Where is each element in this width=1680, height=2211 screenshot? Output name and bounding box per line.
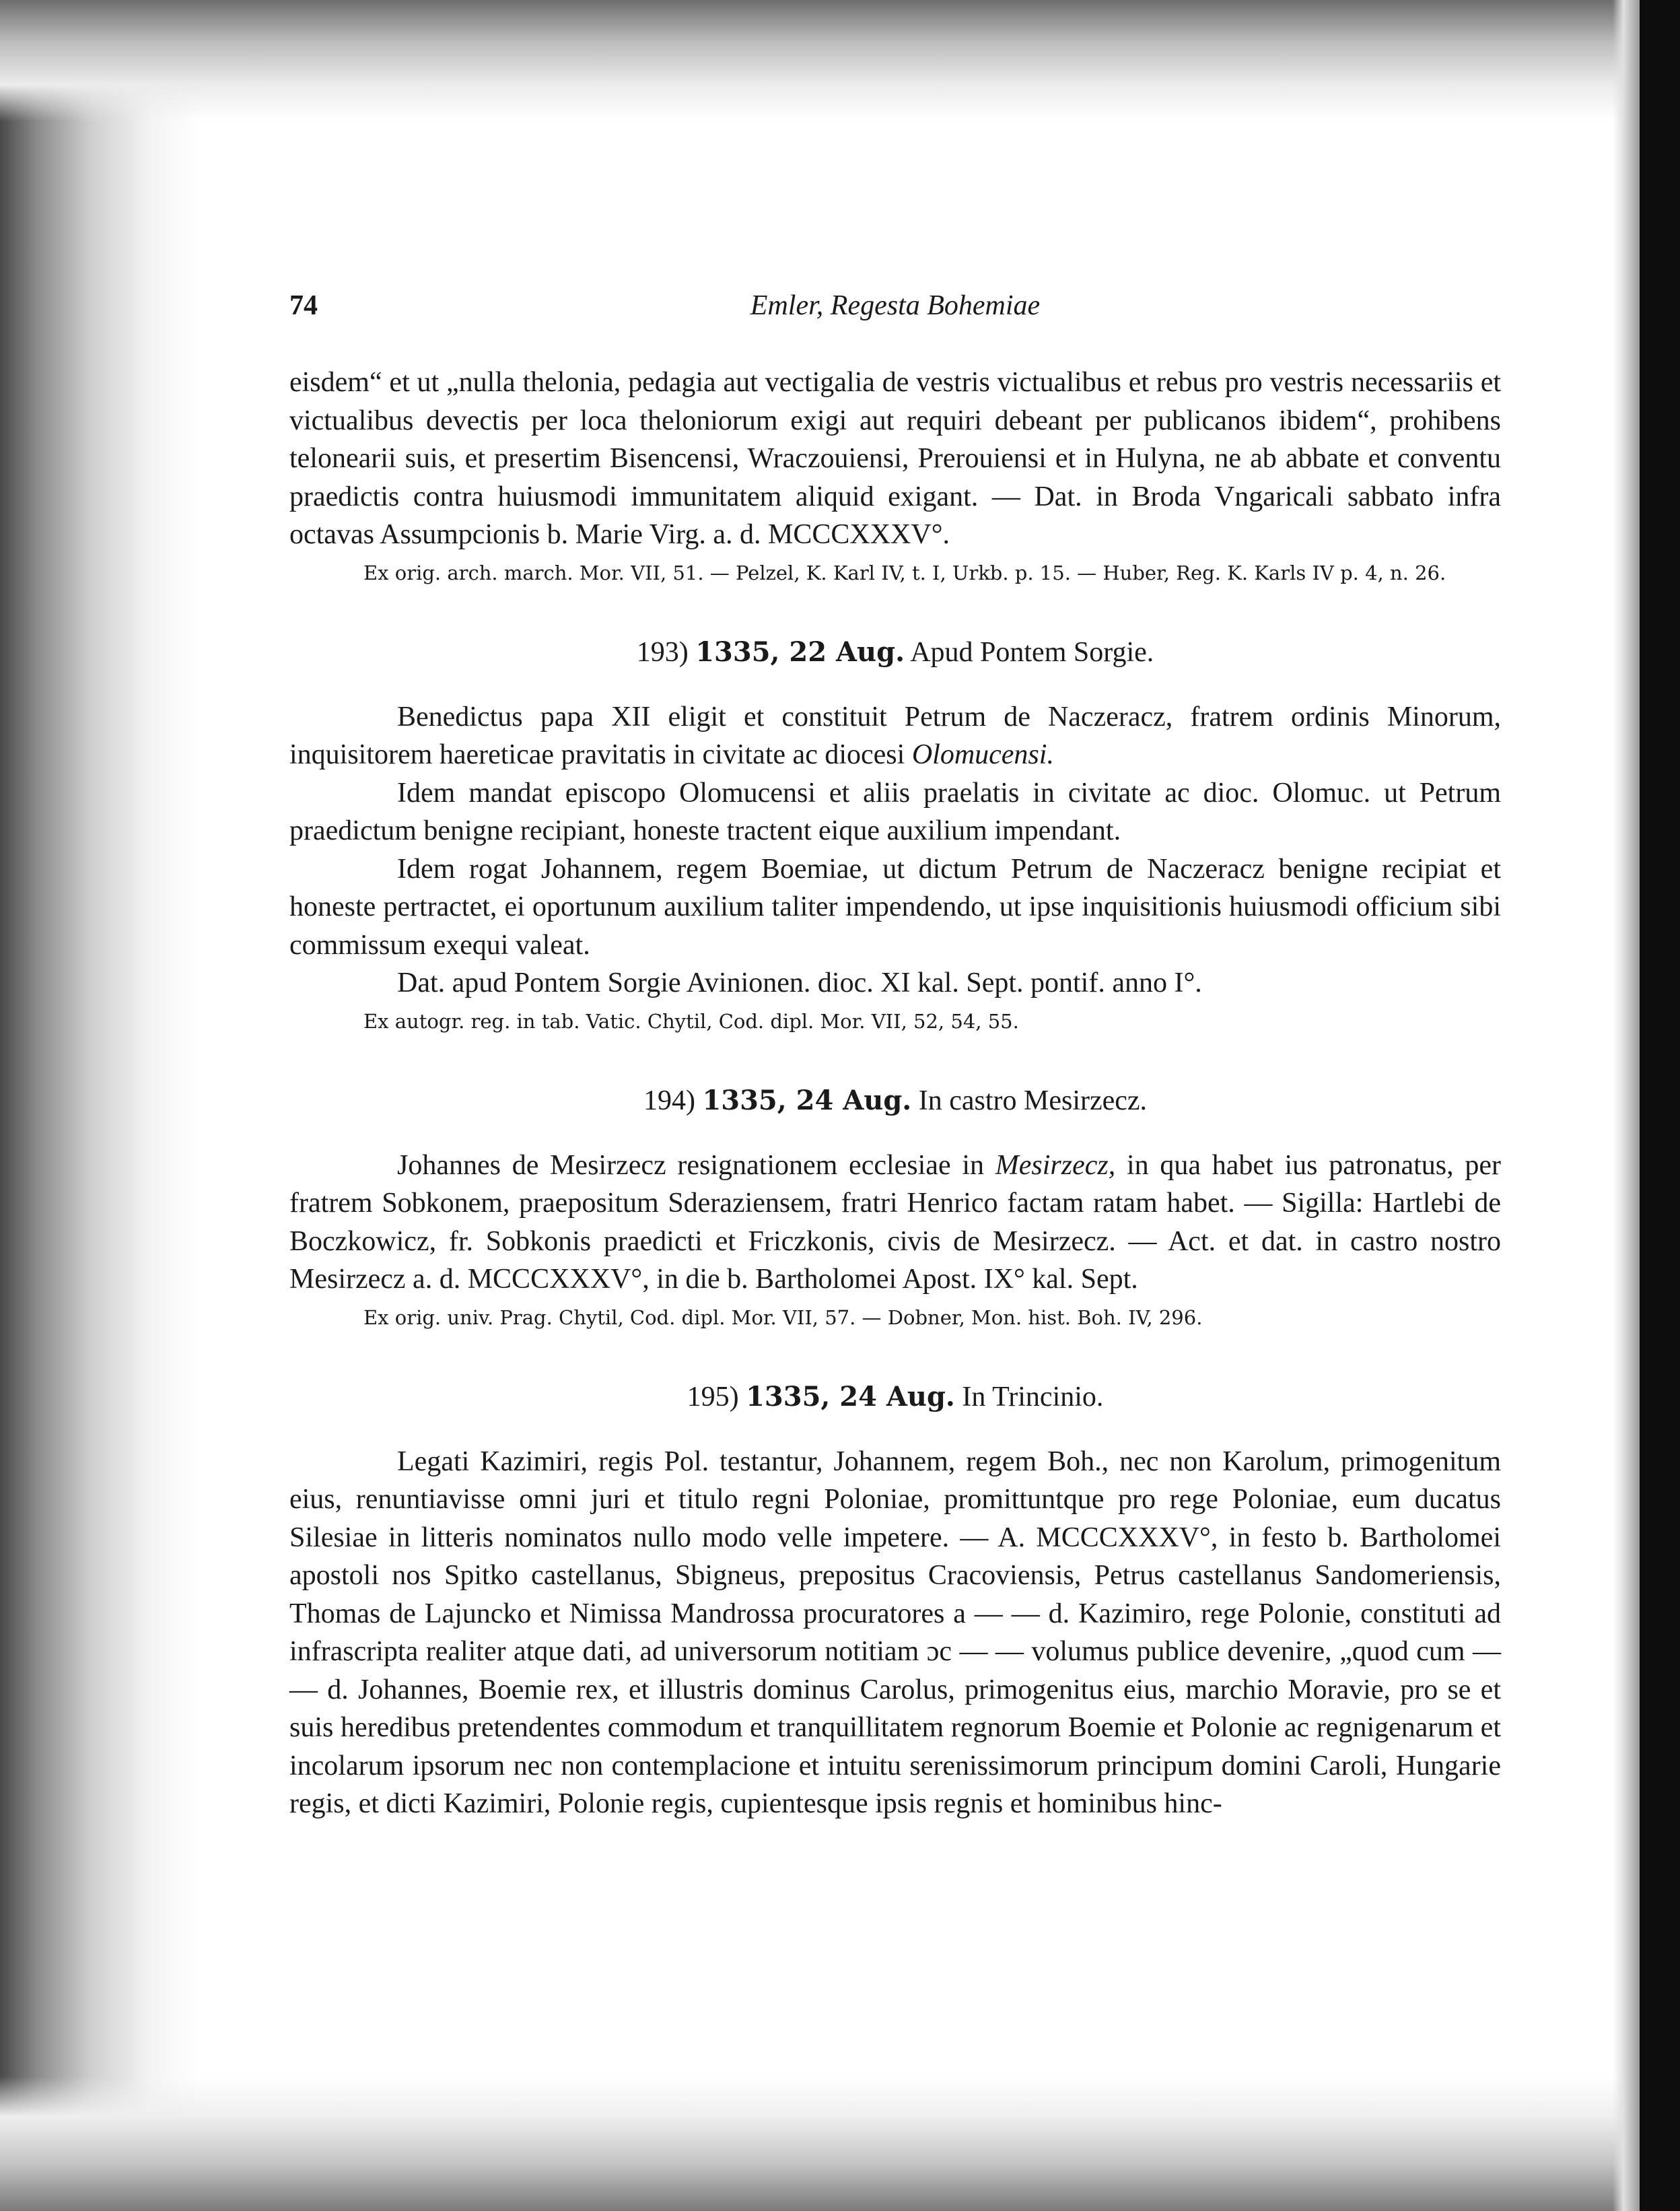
entry-heading-194: [289, 1082, 1501, 1120]
scan-shadow-left: [0, 0, 202, 2211]
entry-place: In castro Mesirzecz.: [918, 1085, 1148, 1116]
entry-number: 193): [636, 636, 689, 668]
scan-shadow-top: [0, 0, 1680, 121]
entry-place: In Trincinio.: [962, 1381, 1104, 1413]
entry-paragraph: Idem rogat Johannem, regem Boemiae, ut dictum Petrum de Naczeracz benigne recipiat et honeste pertractet, ei oportunum auxilium taliter impendendo, ut ipse inquisitionis huiusmodi officium sibi commissum exequi valeat.: [289, 853, 1501, 961]
scan-shadow-right: [1613, 0, 1640, 2211]
continuation-source: Ex orig. arch. march. Mor. VII, 51. — Pelzel, K. Karl IV, t. I, Urkb. p. 15. — Huber, Reg. K. Karls IV p. 4, n. 26.: [363, 561, 1446, 584]
entry-paragraph: [289, 1147, 1501, 1299]
entry-heading-195: [289, 1378, 1501, 1416]
entry-number: 194): [643, 1085, 695, 1116]
running-head: [289, 276, 1501, 323]
page-content: [289, 276, 1501, 1823]
entry-paragraph: Idem mandat episcopo Olomucensi et aliis praelatis in civitate ac dioc. Olomuc. ut Petrum praedictum benigne recipiant, honeste tractent eique auxilium impendant.: [289, 777, 1501, 846]
entry-paragraph: [289, 698, 1501, 774]
entry-date: 1335, 24 Aug.: [746, 1380, 955, 1413]
entry-text-italic: Mesirzecz,: [995, 1149, 1116, 1181]
entry-paragraph: Dat. apud Pontem Sorgie Avinionen. dioc. XI kal. Sept. pontif. anno I°.: [397, 967, 1202, 998]
entry-place: Apud Pontem Sorgie.: [910, 636, 1154, 668]
page-number: 74: [289, 290, 318, 321]
entry-source: Ex orig. univ. Prag. Chytil, Cod. dipl. Mor. VII, 57. — Dobner, Mon. hist. Boh. IV, 296.: [363, 1305, 1203, 1329]
running-title: Emler, Regesta Bohemiae: [750, 290, 1041, 321]
entry-source: Ex autogr. reg. in tab. Vatic. Chytil, Cod. dipl. Mor. VII, 52, 54, 55.: [363, 1009, 1019, 1033]
entry-date: 1335, 24 Aug.: [702, 1084, 912, 1116]
continuation-text: eisdem“ et ut „nulla thelonia, pedagia aut vectigalia de vestris victualibus et rebus pro vestris necessariis et victualibus devectis per loca theloniorum exigi aut requiri debeant per publicanos ibidem“, prohibens telonearii suis, et presertim Bisencensi, Wraczouiensi, Prerouiensi et in Hulyna, ne ab abbate et conventu praedictis contra huiusmodi immunitatem aliquid exigant. — Dat. in Broda Vngaricali sabbato infra octavas Assumpcionis b. Marie Virg. a. d. MCCCXXXV°.: [289, 367, 1501, 550]
entry-number: 195): [687, 1381, 739, 1413]
entry-text-italic: Olomucensi.: [911, 739, 1054, 770]
entry-text: Johannes de Mesirzecz resignationem ecclesiae in: [397, 1149, 984, 1181]
entry-paragraph: Legati Kazimiri, regis Pol. testantur, Johannem, regem Boh., nec non Karolum, primogenitum eius, renuntiavisse omni juri et titulo regni Poloniae, promittuntque pro rege Poloniae, eum ducatus Silesiae in litteris nominatos nullo modo velle impetere. — A. MCCCXXXV°, in festo b. Bartholomei apostoli nos Spitko castellanus, Sbigneus, prepositus Cracoviensis, Petrus castellanus Sandomeriensis, Thomas de Lajuncko et Nimissa Mandrossa procuratores a — — d. Kazimiro, rege Polonie, constituti ad infrascripta realiter atque dati, ad universorum notitiam ɔc — — volumus publice devenire, „quod cum — — d. Johannes, Boemie rex, et illustris dominus Carolus, primogenitus eius, marchio Moravie, pro se et suis heredibus pretendentes commodum et tranquillitatem regnorum Boemie et Polonie ac regnigenarum et incolarum ipsorum nec non contemplacione et intuitu serenissimorum principum domini Caroli, Hungarie regis, et dicti Kazimiri, Polonie regis, cupientesque ipsis regnis et hominibus hinc-: [289, 1445, 1501, 1819]
entry-text: in qua habet ius patronatus, per fratrem Sobkonem, praepositum Sderaziensem, fratri Henrico factam ratam habet. — Sigilla: Hartlebi de Boczkowicz, fr. Sobkonis praedicti et Friczkonis, civis de Mesirzecz. — Act. et dat. in castro nostro Mesirzecz a. d. MCCCXXXV°, in die b. Bartholomei Apost. IX° kal. Sept.: [289, 1149, 1502, 1295]
scan-border-right: [1640, 0, 1680, 2211]
entry-heading-193: [289, 634, 1501, 671]
entry-text: Benedictus papa XII eligit et constituit Petrum de Naczeracz, fratrem ordinis Minorum, inquisitorem haereticae pravitatis in civitate ac diocesi: [289, 701, 1501, 770]
scan-shadow-bottom: [0, 2076, 1680, 2211]
entry-date: 1335, 22 Aug.: [695, 636, 905, 668]
